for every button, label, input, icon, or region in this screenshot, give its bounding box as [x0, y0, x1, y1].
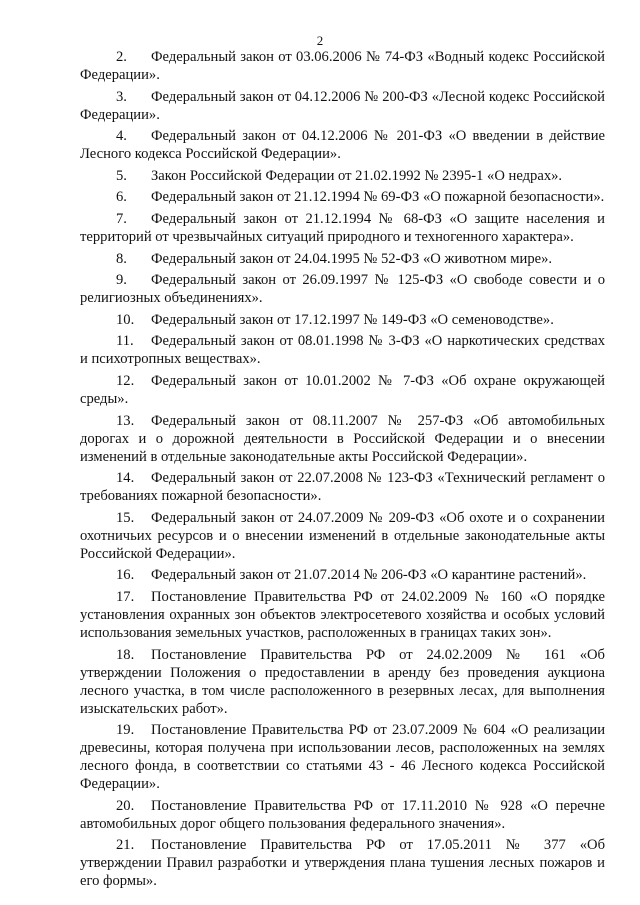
list-item — [80, 588, 605, 642]
list-item-number: 11. — [116, 333, 134, 350]
list-item-text: Федеральный закон от 21.12.1994 № 68-ФЗ «О защите населения и территорий от чрезвычайных ситуаций природного и техногенного характера». — [80, 210, 605, 245]
list-item-text: Федеральный закон от 08.01.1998 № 3-ФЗ «О наркотических средствах и психотропных веществах». — [80, 333, 605, 368]
list-item — [80, 797, 605, 833]
list-item-number: 15. — [116, 509, 135, 526]
list-item-text: Федеральный закон от 24.07.2009 № 209-ФЗ «Об охоте и о сохранении охотничьих ресурсов и о внесении изменений в отдельные законодательные акты Российской Федерации». — [80, 509, 605, 562]
list-item-text: Федеральный закон от 04.12.2006 № 200-ФЗ «Лесной кодекс Российской Федерации». — [80, 88, 605, 123]
list-item-number: 13. — [116, 412, 135, 429]
list-item — [80, 210, 605, 246]
list-item-text: Федеральный закон от 03.06.2006 № 74-ФЗ «Водный кодекс Российской Федерации». — [80, 49, 605, 83]
list-item-number: 3. — [116, 88, 127, 105]
list-item-text: Федеральный закон от 24.04.1995 № 52-ФЗ «О животном мире». — [151, 250, 553, 267]
list-item-number: 20. — [116, 797, 135, 814]
list-item-number: 18. — [116, 646, 135, 663]
list-item — [80, 566, 605, 584]
list-item — [80, 509, 605, 563]
list-item-number: 8. — [116, 250, 127, 267]
list-item-text: Федеральный закон от 04.12.2006 № 201-ФЗ «О введении в действие Лесного кодекса Российской Федерации». — [80, 128, 605, 163]
list-item-text: Федеральный закон от 21.12.1994 № 69-ФЗ «О пожарной безопасности». — [151, 189, 605, 206]
list-item-text: Федеральный закон от 10.01.2002 № 7-ФЗ «Об охране окружающей среды». — [80, 372, 605, 407]
list-item-number: 21. — [116, 837, 135, 854]
list-item — [80, 127, 605, 163]
list-item-text: Постановление Правительства РФ от 23.07.2009 № 604 «О реализации древесины, которая получена при использовании лесов, расположенных на землях лесного фонда, в соответствии со статьями 43 - 46 Лесного кодекса Российской Федерации». — [80, 722, 605, 793]
list-item-number: 17. — [116, 588, 135, 605]
list-item — [80, 372, 605, 408]
list-item-text: Закон Российской Федерации от 21.02.1992 № 2395-1 «О недрах». — [151, 167, 563, 184]
list-item-number: 2. — [116, 49, 127, 65]
list-item-text: Федеральный закон от 22.07.2008 № 123-ФЗ «Технический регламент о требованиях пожарной безопасности». — [80, 470, 605, 505]
list-item — [80, 250, 605, 268]
list-item-number: 7. — [116, 210, 127, 227]
list-item-number: 6. — [116, 189, 127, 206]
list-item — [80, 469, 605, 505]
list-item-text: Постановление Правительства РФ от 24.02.2009 № 160 «О порядке установления охранных зон объектов электросетевого хозяйства и особых условий использования земельных участков, расположенных в границах таких зон». — [80, 588, 605, 641]
page-number: 2 — [316, 33, 324, 48]
list-item — [80, 88, 605, 124]
list-item — [80, 721, 605, 793]
list-item — [80, 48, 605, 84]
list-item — [80, 167, 605, 185]
list-item — [80, 332, 605, 368]
list-item-number: 19. — [116, 722, 135, 739]
list-item-number: 12. — [116, 372, 135, 389]
list-item-number: 16. — [116, 567, 135, 584]
list-item — [80, 188, 605, 206]
list-item-text: Постановление Правительства РФ от 17.11.2010 № 928 «О перечне автомобильных дорог общего пользования федерального значения». — [80, 797, 605, 832]
list-item-number: 5. — [116, 167, 127, 184]
list-item-text: Федеральный закон от 08.11.2007 № 257-ФЗ «Об автомобильных дорогах и о дорожной деятельности в Российской Федерации и о внесении изменений в отдельные законодательные акты Российской Федерации». — [80, 412, 605, 465]
list-item-number: 14. — [116, 470, 135, 487]
list-item-text: Федеральный закон от 26.09.1997 № 125-ФЗ «О свободе совести и о религиозных объединениях». — [80, 272, 605, 307]
list-item-number: 9. — [116, 272, 127, 289]
list-item-text: Федеральный закон от 21.07.2014 № 206-ФЗ «О карантине растений». — [151, 567, 587, 584]
list-item — [80, 271, 605, 307]
list-item — [80, 311, 605, 329]
list-item-text: Постановление Правительства РФ от 24.02.2009 № 161 «Об утверждении Положения о предоставлении в аренду без проведения аукциона лесного участка, в том числе расположенного в резервных лесах, для выполнения изыскательских работ». — [80, 646, 605, 717]
legal-acts-list — [80, 48, 605, 894]
list-item — [80, 836, 605, 890]
list-item — [80, 646, 605, 718]
list-item-text: Федеральный закон от 17.12.1997 № 149-ФЗ «О семеноводстве». — [151, 311, 554, 328]
list-item-number: 10. — [116, 311, 135, 328]
list-item-text: Постановление Правительства РФ от 17.05.2011 № 377 «Об утверждении Правил разработки и утверждения плана тушения лесных пожаров и его формы». — [80, 837, 605, 890]
list-item — [80, 412, 605, 466]
list-item-number: 4. — [116, 128, 127, 145]
